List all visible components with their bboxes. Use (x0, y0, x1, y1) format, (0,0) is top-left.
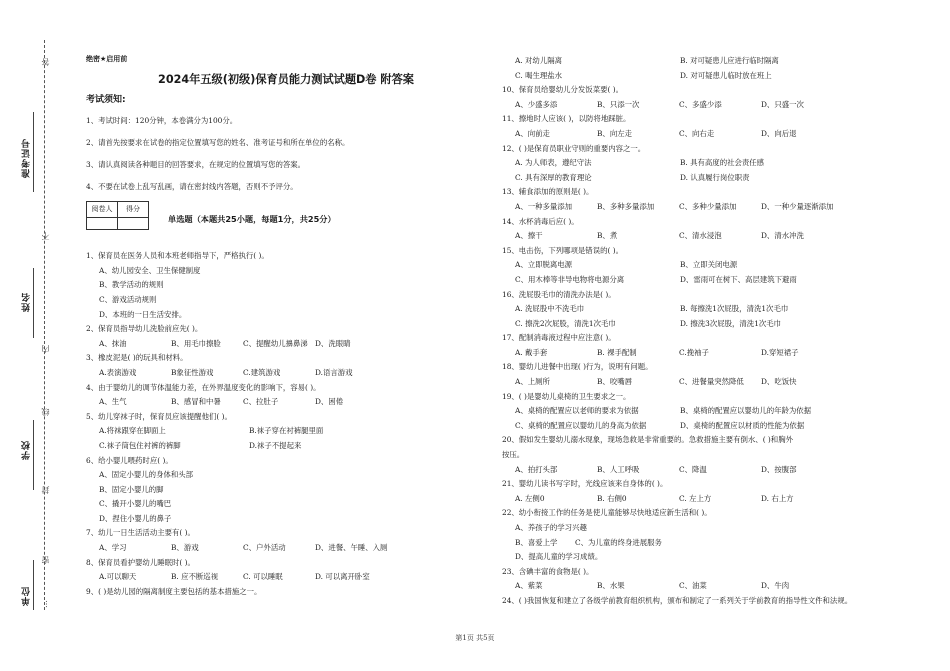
answer-option[interactable]: C、用木棒等非导电物将电源分离 (515, 274, 625, 284)
answer-option[interactable]: C.建筑游戏 (243, 367, 281, 377)
answer-option[interactable]: B、只添一次 (597, 99, 640, 109)
score-table (86, 201, 149, 230)
question-stem-cont: 按压。 (502, 450, 525, 460)
answer-option[interactable]: B. 对可疑患儿应进行临时隔离 (680, 56, 779, 65)
answer-option[interactable]: A、生气 (99, 397, 127, 407)
right-column (502, 54, 922, 609)
answer-option[interactable]: B. 右侧0 (597, 493, 627, 503)
answer-option[interactable]: B、人工呼吸 (597, 464, 640, 474)
question-stem: 20、假如发生婴幼儿溺水现象，现场急救是非常重要的。急救措施主要有倒水、( )和胸外 (502, 435, 793, 445)
option-row (86, 512, 486, 527)
answer-option[interactable]: A、幼儿园安全、卫生保健制度 (99, 265, 201, 275)
answer-option[interactable]: B、立即关闭电源 (680, 260, 738, 270)
question-stem: 4、由于婴幼儿的调节体温能力差，在外界温度变化的影响下，容易( )。 (86, 382, 321, 392)
margin-char: 封 (41, 486, 50, 494)
answer-option[interactable]: A、一种多量添加 (515, 201, 573, 211)
answer-option[interactable]: C、向右走 (679, 128, 715, 138)
notice-item: 2、请首先按要求在试卷的指定位置填写您的姓名、准考证号和所在单位的名称。 (86, 138, 350, 148)
option-row (502, 375, 922, 390)
answer-option[interactable]: D、本班的一日生活安排。 (99, 309, 187, 319)
answer-option[interactable]: C、桌椅的配置应以婴幼儿的身高为依据 (515, 420, 647, 430)
answer-option[interactable]: D、雷雨可在树下、高层建筑下避雨 (680, 274, 797, 284)
answer-option[interactable]: D、捏住小婴儿的鼻子 (99, 513, 172, 523)
option-row (502, 550, 922, 565)
option-row (502, 127, 922, 142)
answer-option[interactable]: C. 擦洗2次屁股，清洗1次毛巾 (515, 318, 616, 328)
answer-option[interactable]: C、提醒幼儿擤鼻涕 (243, 338, 308, 348)
margin-char: 答 (41, 58, 50, 66)
answer-option[interactable]: C. 具有深厚的教育理论 (515, 172, 592, 182)
question-stem: 2、保育员指导幼儿洗脸前应先( )。 (86, 324, 203, 334)
margin-char: 不 (41, 232, 50, 240)
answer-option[interactable]: C. 左上方 (679, 493, 712, 503)
answer-option[interactable]: A、擦干 (515, 231, 543, 241)
option-row (502, 536, 922, 551)
answer-option[interactable]: A、养孩子的学习兴趣 (515, 523, 587, 532)
answer-option[interactable]: C、游戏活动规则 (99, 294, 157, 304)
question-stem: 10、保育员给婴幼儿分发饭菜要( )。 (502, 85, 623, 95)
question-stem: 8、保育员看护婴幼儿睡眠时( )。 (86, 557, 195, 567)
question-stem: 9、( )是幼儿园的隔离制度主要包括的基本措施之一。 (86, 586, 262, 596)
answer-option[interactable]: C、油菜 (679, 581, 707, 591)
answer-option[interactable]: D. 右上方 (761, 493, 794, 503)
option-row (86, 278, 486, 293)
option-row (502, 229, 922, 244)
question-stem: 12、( )是保育员职业守则的重要内容之一。 (502, 143, 646, 153)
option-row (502, 419, 922, 434)
answer-option[interactable]: A、拍打头部 (515, 464, 558, 474)
question-stem: 19、( )是婴幼儿桌椅的卫生要求之一。 (502, 391, 631, 401)
notice-item: 1、考试时间：120分钟，本卷满分为100分。 (86, 116, 238, 126)
answer-option[interactable]: D、向后退 (761, 128, 797, 138)
answer-option[interactable]: B. 裸手配制 (597, 347, 637, 357)
margin-char: 内 (41, 345, 50, 353)
answer-option[interactable]: A. 洗屁股中不洗毛巾 (515, 304, 585, 314)
page-footer: 第1页 共5页 (455, 634, 495, 642)
option-row (86, 468, 486, 483)
option-row (86, 541, 486, 556)
answer-option[interactable]: A.表演游戏 (99, 367, 137, 377)
answer-option[interactable]: A、少盛多添 (515, 99, 558, 109)
option-row (502, 492, 922, 507)
exam-number-label: 准考证号 (22, 138, 32, 178)
answer-option[interactable]: A. 左侧0 (515, 493, 545, 503)
name-label: 姓名 (22, 292, 32, 312)
reviewer-header: 阅卷人 (87, 202, 118, 218)
answer-option[interactable]: D、桌椅的配置应以材质的性能为依据 (680, 420, 805, 430)
unit-label: 单位 (22, 586, 32, 606)
answer-option[interactable]: A、抹油 (99, 338, 127, 348)
answer-option[interactable]: D、清水冲洗 (761, 231, 804, 241)
binding-margin (0, 0, 60, 671)
notice-list (86, 110, 486, 198)
confidential-mark: 绝密★启用前 (86, 55, 128, 63)
score-header: 得分 (118, 202, 149, 218)
option-row (502, 98, 922, 113)
option-row (502, 463, 922, 478)
answer-option[interactable]: B. 具有高度的社会责任感 (680, 158, 765, 168)
option-row (502, 579, 922, 594)
answer-option[interactable]: C、进餐量突然降低 (679, 377, 744, 387)
question-stem: 6、给小婴儿喂药时应( )。 (86, 455, 173, 465)
question-stem: 18、婴幼儿进餐中出现( )行为，说明有问题。 (502, 362, 653, 372)
answer-option[interactable]: B、用毛巾擦脸 (171, 338, 221, 348)
question-stem: 23、含碘丰富的食物是( )。 (502, 566, 594, 576)
answer-option[interactable]: D、洗眼睛 (315, 338, 351, 348)
question-stem: 1、保育员在医务人员和本班老师指导下，严格执行( )。 (86, 251, 269, 261)
answer-option[interactable]: A、学习 (99, 543, 127, 553)
answer-option[interactable]: C.挽袖子 (679, 347, 709, 357)
answer-option[interactable]: A.将袜跟穿在脚面上 (99, 426, 166, 436)
answer-option[interactable]: D. 擦洗3次屁股，清洗1次毛巾 (680, 318, 782, 328)
seal-cut-line (44, 40, 45, 610)
answer-option[interactable]: A.可以聊天 (99, 572, 137, 582)
question-stem: 7、幼儿一日生活活动主要有( )。 (86, 528, 195, 538)
page-title: 2024年五级(初级)保育员能力测试试题D卷 附答案 (158, 72, 414, 86)
option-row (502, 258, 922, 273)
option-row (86, 570, 486, 585)
answer-option[interactable]: C、多种少量添加 (679, 201, 737, 211)
answer-option[interactable]: A、立即脱离电源 (515, 260, 573, 270)
answer-option[interactable]: D、只盛一次 (761, 99, 804, 109)
answer-option[interactable]: A、紫菜 (515, 581, 543, 591)
option-row (86, 424, 486, 439)
answer-option[interactable]: A、上厕所 (515, 377, 550, 387)
option-row (502, 521, 922, 536)
answer-option[interactable]: B、固定小婴儿的脚 (99, 484, 164, 494)
option-row (86, 308, 486, 323)
score-cell[interactable] (118, 217, 149, 229)
answer-option[interactable]: D、按腹部 (761, 464, 797, 474)
question-list-right (502, 54, 922, 609)
question-stem: 22、幼小衔接工作的任务是使儿童能够尽快地适应新生活和( )。 (502, 508, 712, 518)
margin-char: … (40, 600, 49, 608)
option-row (86, 497, 486, 512)
answer-option[interactable]: B、教学活动的规则 (99, 280, 164, 290)
option-row (502, 200, 922, 215)
notice-heading: 考试须知: (86, 94, 126, 105)
margin-char: 密 (41, 556, 50, 564)
answer-option[interactable]: C、为儿童的终身进展服务 (575, 537, 662, 547)
answer-option[interactable]: B、水果 (597, 581, 625, 591)
answer-option[interactable]: B、游戏 (171, 543, 199, 553)
unit-line (33, 560, 34, 610)
exam-number-line (33, 112, 34, 192)
answer-option[interactable]: C. 喝生理盐水 (515, 70, 563, 80)
option-row (502, 171, 922, 186)
answer-option[interactable]: B、多种多量添加 (597, 201, 655, 211)
answer-option[interactable]: C、撬开小婴儿的嘴巴 (99, 499, 172, 509)
notice-item: 4、不要在试卷上乱写乱画，请在密封线内答题，否则不予评分。 (86, 182, 298, 192)
answer-option[interactable]: C.袜子筒包住衬裤的裤脚 (99, 440, 181, 450)
option-row (86, 439, 486, 454)
answer-option[interactable]: C. 可以睡眠 (243, 572, 283, 582)
answer-option[interactable]: D、一种少量逐渐添加 (761, 201, 834, 211)
answer-option[interactable]: D、吃饭快 (761, 377, 797, 387)
score-row (86, 201, 486, 227)
answer-option[interactable]: C、降温 (679, 464, 707, 474)
answer-option[interactable]: D.穿短裙子 (761, 347, 799, 357)
answer-option[interactable]: A. 为人师表，遵纪守法 (515, 158, 592, 168)
answer-option[interactable]: C、多盛少添 (679, 99, 722, 109)
school-line (33, 420, 34, 490)
question-stem: 17、配制消毒液过程中应注意( )。 (502, 333, 616, 343)
notice-item: 3、请认真阅读各种题目的回答要求，在规定的位置填写您的答案。 (86, 160, 306, 170)
question-list-left (86, 249, 486, 599)
question-stem: 15、电击伤，下列哪项是错误的( )。 (502, 245, 623, 255)
answer-option[interactable]: D、困倦 (315, 397, 344, 407)
margin-char: 线 (41, 408, 50, 416)
answer-option[interactable]: D、提高儿童的学习成绩。 (515, 552, 603, 562)
answer-option[interactable]: B. 每擦洗1次屁股，清洗1次毛巾 (680, 304, 789, 314)
answer-option[interactable]: A、固定小婴儿的身体和头部 (99, 470, 194, 480)
answer-option[interactable]: B、桌椅的配置应以婴幼儿的年龄为依据 (680, 406, 812, 416)
answer-option[interactable]: A、桌椅的配置应以老师的要求为依据 (515, 406, 639, 416)
school-label: 学校 (22, 440, 32, 460)
question-stem: 13、辅食添加的原则是( )。 (502, 187, 594, 197)
option-row (502, 346, 922, 361)
option-row (502, 317, 922, 332)
answer-option[interactable]: B象征性游戏 (171, 367, 214, 377)
answer-option[interactable]: B、向左走 (597, 128, 632, 138)
answer-option[interactable]: D. 对可疑患儿临时放在班上 (680, 70, 772, 80)
question-stem: 24、( )我国恢复和建立了各级学前教育组织机构，颁布和制定了一系列关于学前教育的指导性文件和法规。 (502, 595, 853, 605)
option-row (86, 264, 486, 279)
option-row (86, 366, 486, 381)
option-row (86, 395, 486, 410)
option-row (86, 337, 486, 352)
answer-option[interactable]: A. 戴手套 (515, 347, 548, 357)
answer-option[interactable]: D. 认真履行岗位职责 (680, 172, 750, 182)
answer-option[interactable]: D.语言游戏 (315, 367, 353, 377)
answer-option[interactable]: B、煮 (597, 231, 618, 241)
option-row (502, 156, 922, 171)
option-row (502, 273, 922, 288)
answer-option[interactable]: B.袜子穿在衬裤腿里面 (249, 426, 324, 436)
answer-option[interactable]: D、牛肉 (761, 581, 790, 591)
answer-option[interactable]: A、向前走 (515, 128, 550, 138)
answer-option[interactable]: B、咬嘴唇 (597, 377, 632, 387)
answer-option[interactable]: A. 对幼儿隔离 (515, 56, 562, 65)
answer-option[interactable]: C、拉肚子 (243, 397, 279, 407)
answer-option[interactable]: C、户外活动 (243, 543, 286, 553)
option-row (502, 404, 922, 419)
answer-option[interactable]: D. 可以离开卧室 (315, 572, 370, 582)
question-stem: 11、擦地时人应该( )，以防将地踩脏。 (502, 114, 631, 124)
option-row (86, 293, 486, 308)
question-stem: 21、婴幼儿读书写字时，光线应该来自身体的( )。 (502, 479, 668, 489)
question-stem: 14、水杯消毒后应( )。 (502, 216, 579, 226)
left-column (86, 52, 486, 599)
question-stem: 3、橡皮泥是( )的玩具和材料。 (86, 353, 188, 363)
reviewer-cell[interactable] (87, 217, 118, 229)
question-stem: 5、幼儿穿袜子时，保育员应该提醒他们( )。 (86, 411, 232, 421)
question-stem: 16、洗屁股毛巾的清洗办法是( )。 (502, 289, 616, 299)
option-row (502, 69, 922, 84)
section-title: 单选题（本题共25小题，每题1分，共25分） (168, 214, 336, 225)
answer-option[interactable]: C、清水浸泡 (679, 231, 722, 241)
answer-option[interactable]: D、进餐、午睡、入厕 (315, 543, 388, 553)
answer-option[interactable]: B、喜爱上学 (515, 537, 558, 547)
answer-option[interactable]: B. 应不断巡视 (171, 572, 219, 582)
name-line (33, 268, 34, 338)
option-row (502, 302, 922, 317)
answer-option[interactable]: B、感冒和中暑 (171, 397, 221, 407)
option-row (86, 483, 486, 498)
answer-option[interactable]: D.袜子不提起来 (249, 440, 302, 450)
option-row (502, 54, 922, 69)
